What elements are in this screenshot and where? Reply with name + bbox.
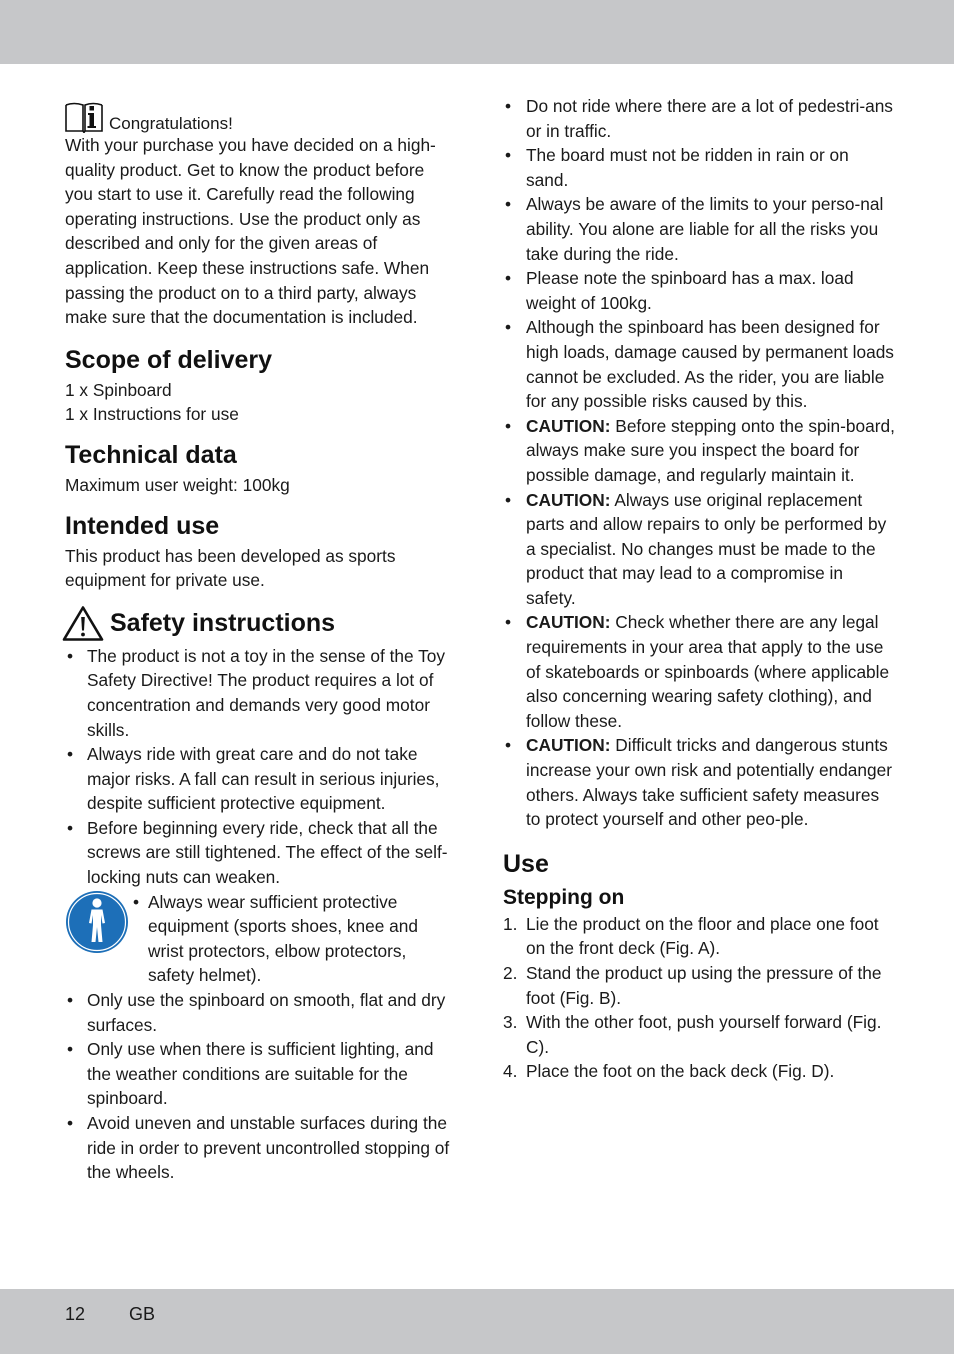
- list-item: • The board must not be ridden in rain or on sand.: [503, 143, 895, 192]
- scope-item-1: 1 x Spinboard: [65, 379, 172, 400]
- top-bar: [0, 0, 954, 64]
- info-book-icon: [65, 101, 103, 133]
- intro-heading: Congratulations!: [109, 114, 233, 133]
- stepping-on-steps: [503, 912, 895, 1084]
- use-title: Use: [503, 849, 549, 878]
- intro-text: With your purchase you have decided on a high-quality product. Get to know the product before you start to use it. Carefully read the following operating instructions. Use the product only as described and only for the given areas of application. Keep these instructions safe. When passing the product on to a third party, always make sure that the documentation is included.: [65, 135, 436, 328]
- stepping-on-title: Stepping on: [503, 885, 625, 909]
- step-item: [503, 961, 895, 1010]
- caution-text: Check whether there are any legal requirements in your area that apply to the use of skateboards or spinboards (where applicable also concerning wearing safety clothing), and follow these.: [526, 612, 890, 731]
- caution-item: [503, 610, 895, 733]
- step-number: 3.: [503, 1012, 518, 1033]
- caution-text: Before stepping onto the spin-board, always make sure you inspect the board for possible damage, and regularly maintain it.: [526, 415, 895, 485]
- caution-item: [503, 733, 895, 831]
- language-code: GB: [129, 1304, 156, 1324]
- caution-text: Always use original replacement parts and allow repairs to only be performed by a specialist. No changes must be made to the product that may lead to a compromise in safety.: [526, 489, 887, 608]
- right-column: [503, 94, 895, 1084]
- list-item: • Only use when there is sufficient lighting, and the weather conditions are suitable for the spinboard.: [65, 1037, 451, 1111]
- caution-label: CAUTION:: [526, 735, 611, 756]
- intended-title: Intended use: [65, 511, 220, 540]
- safety-list-right: [503, 94, 895, 832]
- step-number: 2.: [503, 963, 518, 983]
- protective-clothing-icon: [65, 890, 129, 954]
- list-item: • Always ride with great care and do not take major risks. A fall can result in serious injuries, despite sufficient protective equipment.: [65, 742, 451, 816]
- list-item: • Do not ride where there are a lot of pedestri-ans or in traffic.: [503, 94, 895, 143]
- list-item: • Always wear sufficient protective equipment (sports shoes, knee and wrist protectors, elbow protectors, safety helmet).: [131, 890, 451, 988]
- caution-label: CAUTION:: [526, 612, 611, 633]
- list-item: • The product is not a toy in the sense of the Toy Safety Directive! The product requires a lot of concentration and demands very good motor skills.: [65, 644, 451, 742]
- list-item: • Only use the spinboard on smooth, flat and dry surfaces.: [65, 988, 451, 1037]
- safety-heading-row: [65, 605, 451, 642]
- caution-item: [503, 488, 895, 611]
- step-text: Place the foot on the back deck (Fig. D).: [526, 1061, 835, 1082]
- intended-text: This product has been developed as sports equipment for private use.: [65, 545, 396, 591]
- caution-label: CAUTION:: [526, 415, 611, 436]
- scope-title: Scope of delivery: [65, 345, 273, 374]
- intro-heading-row: [65, 96, 451, 133]
- technical-text: Maximum user weight: 100kg: [65, 474, 290, 495]
- step-text: Stand the product up using the pressure of the foot (Fig. B).: [526, 963, 882, 1008]
- step-text: Lie the product on the floor and place one foot on the front deck (Fig. A).: [526, 913, 879, 959]
- caution-item: [503, 414, 895, 488]
- step-item: [503, 1059, 895, 1084]
- step-text: With the other foot, push yourself forward (Fig. C).: [526, 1012, 882, 1057]
- technical-title: Technical data: [65, 440, 237, 469]
- page-number: 12: [65, 1304, 86, 1324]
- list-item: • Before beginning every ride, check that all the screws are still tightened. The effect of the self-locking nuts can weaken.: [65, 816, 451, 890]
- list-item: • Although the spinboard has been designed for high loads, damage caused by permanent loads cannot be excluded. As the rider, you are liable for any possible risks caused by this.: [503, 315, 895, 413]
- list-item: • Please note the spinboard has a max. load weight of 100kg.: [503, 266, 895, 315]
- step-item: [503, 1010, 895, 1059]
- left-column: [65, 96, 451, 1185]
- protective-equipment-item: [65, 890, 451, 988]
- list-item: • Avoid uneven and unstable surfaces during the ride in order to prevent uncontrolled stopping of the wheels.: [65, 1111, 451, 1185]
- step-number: 4.: [503, 1061, 518, 1082]
- safety-title: Safety instructions: [110, 609, 336, 638]
- step-item: [503, 912, 895, 961]
- step-number: 1.: [503, 913, 518, 934]
- list-item: • Always be aware of the limits to your perso-nal ability. You alone are liable for all the risks you take during the ride.: [503, 192, 895, 266]
- warning-triangle-icon: [62, 605, 104, 642]
- scope-item-2: 1 x Instructions for use: [65, 404, 239, 425]
- safety-list-left-continued: [65, 988, 451, 1185]
- caution-text: Difficult tricks and dangerous stunts increase your own risk and potentially endanger others. Always take sufficient safety measures to protect yourself and other peo-ple.: [526, 735, 893, 830]
- caution-label: CAUTION:: [526, 489, 611, 510]
- safety-list-left: [65, 644, 451, 890]
